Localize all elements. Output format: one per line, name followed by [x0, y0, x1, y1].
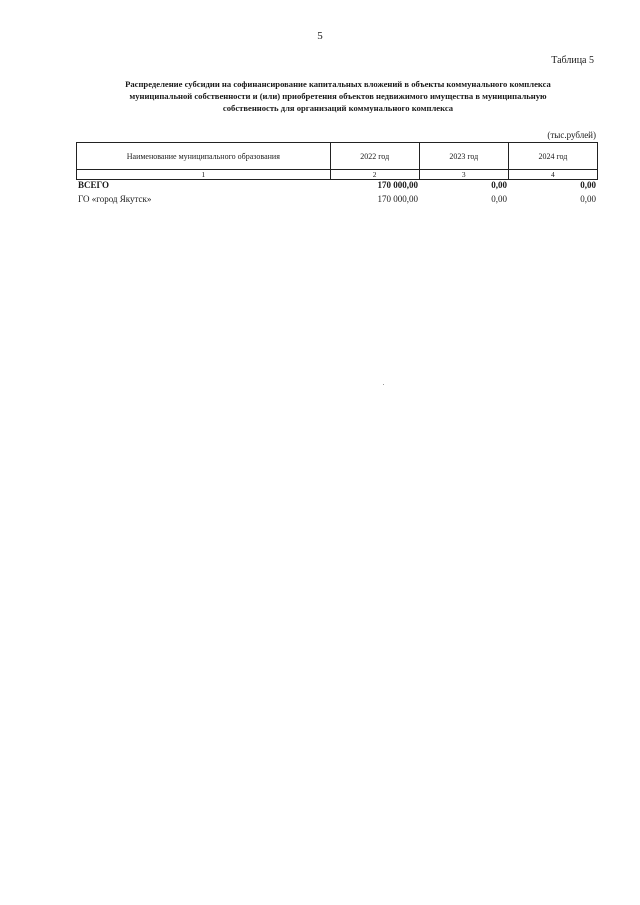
row-value-2023: 0,00	[491, 194, 507, 204]
title-line-3: собственность для организаций коммунального комплекса	[222, 103, 454, 113]
table-row	[78, 194, 596, 206]
row-value-2023: 0,00	[491, 180, 507, 190]
header-row	[77, 143, 598, 170]
table-label: Таблица 5	[551, 55, 594, 66]
row-value-2022: 170 000,00	[377, 194, 418, 204]
column-number-3: 3	[419, 170, 508, 180]
row-name: ВСЕГО	[78, 180, 110, 190]
row-value-2022: 170 000,00	[377, 180, 418, 190]
column-number-row	[77, 170, 598, 180]
table-row-total	[78, 180, 596, 192]
scan-speck	[383, 384, 384, 385]
row-name: ГО «город Якутск»	[78, 194, 152, 204]
header-2023: 2023 год	[419, 143, 508, 170]
units-note: (тыс.рублей)	[547, 130, 596, 140]
document-title	[88, 78, 588, 114]
page-number: 5	[317, 30, 323, 42]
row-value-2024: 0,00	[580, 180, 596, 190]
subsidy-table-header	[76, 142, 598, 180]
header-2024: 2024 год	[508, 143, 597, 170]
column-number-2: 2	[330, 170, 419, 180]
title-line-2: муниципальной собственности и (или) приобретения объектов недвижимого имущества в муниципальную	[129, 91, 547, 101]
row-value-2024: 0,00	[580, 194, 596, 204]
title-line-1: Распределение субсидии на софинансирование капитальных вложений в объекты коммунального комплекса	[125, 79, 551, 89]
header-municipality: Наименование муниципального образования	[77, 143, 331, 170]
header-2022: 2022 год	[330, 143, 419, 170]
column-number-4: 4	[508, 170, 597, 180]
column-number-1: 1	[77, 170, 331, 180]
